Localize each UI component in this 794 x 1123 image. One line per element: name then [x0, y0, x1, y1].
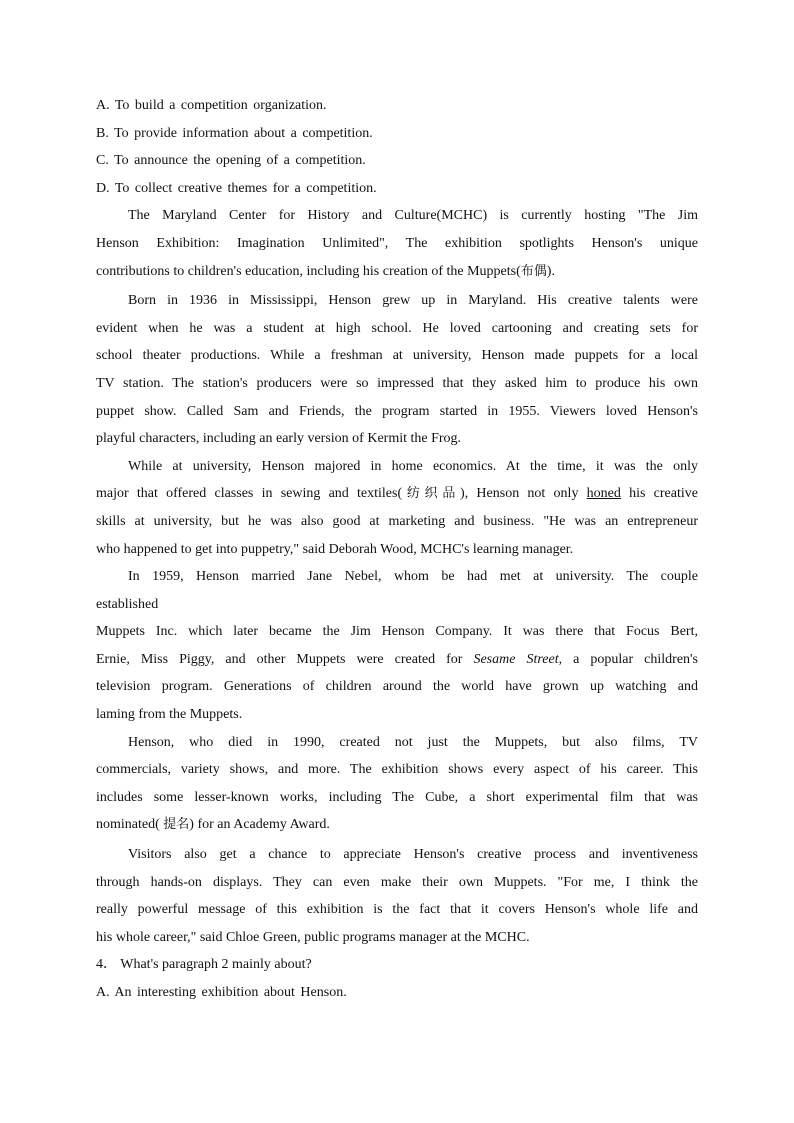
text-run: contributions to children's education, including his creation of the Muppets(: [96, 263, 521, 279]
paragraph-6: [96, 841, 698, 951]
paragraph-line: While at university, Henson majored in home economics. At the time, it was the only: [128, 458, 698, 474]
text-run: ).: [546, 263, 555, 279]
paragraph-line: puppet show. Called Sam and Friends, the program started in 1955. Viewers loved Henson's: [96, 403, 698, 419]
paragraph-2: [96, 287, 698, 453]
text-run: major that offered classes in sewing and textiles(: [96, 486, 403, 502]
paragraph-line: TV station. The station's producers were so impressed that they asked him to produce his own: [96, 375, 698, 391]
text-run: his creative: [620, 486, 698, 502]
paragraph-line: established: [96, 596, 159, 612]
paragraph-line: laming from the Muppets.: [96, 707, 243, 723]
paragraph-line: skills at university, but he was also good at marketing and business. "He was an entrepreneur: [96, 513, 698, 529]
text-run: ), Henson not only: [460, 486, 587, 502]
paragraph-line: [96, 811, 698, 839]
paragraph-line: through hands-on displays. They can even make their own Muppets. "For me, I think the: [96, 874, 698, 890]
underlined-word: honed: [586, 486, 621, 502]
paragraph-line: Born in 1936 in Mississippi, Henson grew up in Maryland. His creative talents were: [128, 293, 698, 309]
text-run: Ernie, Miss Piggy, and other Muppets were created for: [96, 651, 474, 667]
question-4-option-a: A. An interesting exhibition about Henson.: [96, 985, 347, 1000]
paragraph-line: Henson Exhibition: Imagination Unlimited", The exhibition spotlights Henson's unique: [96, 235, 698, 251]
option-d-prev: D. To collect creative themes for a competition.: [96, 180, 377, 196]
text-run: ) for an Academy Award.: [189, 817, 330, 833]
paragraph-line: [96, 258, 698, 286]
paragraph-line: In 1959, Henson married Jane Nebel, whom be had met at university. The couple: [128, 569, 698, 585]
paragraph-5: [96, 729, 698, 839]
paragraph-1: [96, 202, 698, 285]
paragraph-line: playful characters, including an early version of Kermit the Frog.: [96, 431, 462, 447]
question-4: 4． What's paragraph 2 mainly about?: [96, 957, 312, 973]
paragraph-line: who happened to get into puppetry," said Deborah Wood, MCHC's learning manager.: [96, 541, 574, 557]
chinese-gloss: 布偶: [520, 263, 547, 279]
paragraph-line: Visitors also get a chance to appreciate Henson's creative process and inventiveness: [128, 847, 698, 863]
option-a-prev: A. To build a competition organization.: [96, 98, 327, 113]
paragraph-line: [96, 646, 698, 674]
paragraph-line: [96, 480, 698, 508]
paragraph-line: The Maryland Center for History and Culture(MCHC) is currently hosting "The Jim: [128, 208, 698, 224]
paragraph-line: Muppets Inc. which later became the Jim Henson Company. It was there that Focus Bert,: [96, 624, 698, 640]
paragraph-line: evident when he was a student at high school. He loved cartooning and creating sets for: [96, 320, 698, 336]
chinese-gloss: 纺织品: [402, 486, 461, 502]
paragraph-4: [96, 563, 698, 729]
paragraph-line: commercials, variety shows, and more. The exhibition shows every aspect of his career. This: [96, 762, 698, 778]
option-c-prev: C. To announce the opening of a competition.: [96, 153, 366, 169]
option-b-prev: B. To provide information about a competition.: [96, 125, 373, 141]
chinese-gloss: 提名: [163, 817, 190, 833]
text-run: nominated(: [96, 817, 164, 833]
document-page: [96, 92, 698, 1007]
paragraph-line: really powerful message of this exhibition is the fact that it covers Henson's whole life and: [96, 902, 698, 918]
text-run: , a popular children's: [558, 651, 699, 667]
paragraph-line: his whole career," said Chloe Green, public programs manager at the MCHC.: [96, 929, 530, 945]
paragraph-line: television program. Generations of children around the world have grown up watching and: [96, 679, 698, 695]
paragraph-3: [96, 453, 698, 563]
italic-title: Sesame Street: [473, 651, 559, 667]
paragraph-line: school theater productions. While a freshman at university, Henson made puppets for a local: [96, 348, 698, 364]
paragraph-line: Henson, who died in 1990, created not just the Muppets, but also films, TV: [128, 734, 698, 750]
paragraph-line: includes some lesser-known works, including The Cube, a short experimental film that was: [96, 789, 698, 805]
